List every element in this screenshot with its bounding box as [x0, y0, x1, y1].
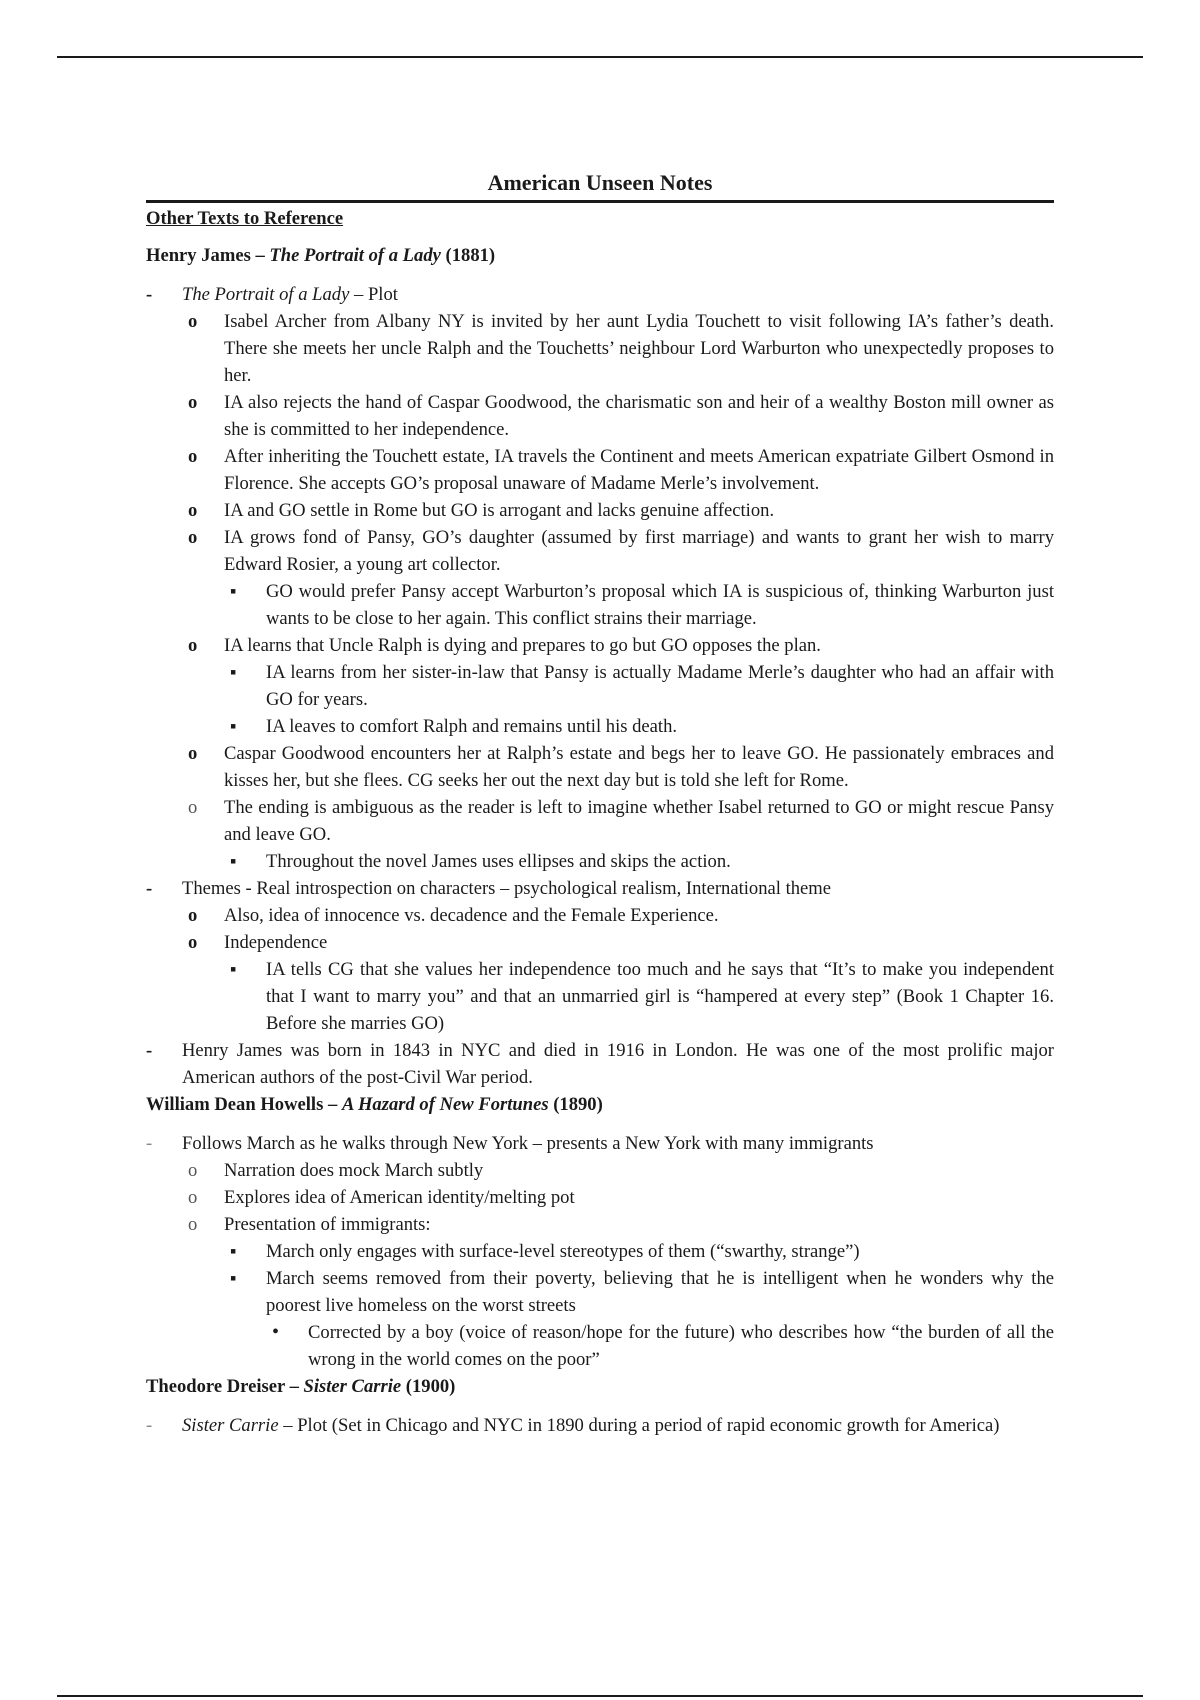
list-item: o Independence ▪ IA tells CG that she values her independence too much and he says that “It’s to make you independent that I want to marry you” and that an unmarried girl is “hampered at every step” (Book 1 Chapter 16. Before she marries GO) — [188, 929, 1054, 1037]
author-name: Theodore Dreiser – — [146, 1376, 304, 1397]
square-bullet-icon — [230, 1238, 266, 1265]
list-item: ▪ GO would prefer Pansy accept Warburton’s proposal which IA is suspicious of, thinking Warburton just wants to be close to her again. This conflict strains their marriage. — [230, 578, 1054, 632]
work-title: Sister Carrie — [303, 1376, 402, 1397]
square-bullet-icon — [230, 1265, 266, 1292]
dash-bullet-icon — [146, 281, 182, 308]
dash-bullet-icon — [146, 875, 182, 902]
section-heading-dreiser — [146, 1373, 1054, 1400]
section-heading-james — [146, 242, 1054, 269]
dash-bullet-icon — [146, 1130, 182, 1157]
list-item: ▪ IA tells CG that she values her independence too much and he says that “It’s to make you independent that I want to marry you” and that an unmarried girl is “hampered at every step” (Book 1 Chapter 16. Before she marries GO) — [230, 956, 1054, 1037]
dash-bullet-icon — [146, 1037, 182, 1064]
list-item: o IA learns that Uncle Ralph is dying and prepares to go but GO opposes the plan. ▪ IA learns from her sister-in-law that Pansy is actually Madame Merle’s daughter who had an affair with GO for years. ▪ IA leaves to comfort Ralph and remains until his death. — [188, 632, 1054, 740]
dreiser-notes-list — [146, 1412, 1054, 1439]
bottom-page-rule — [57, 1695, 1143, 1697]
themes-list — [146, 902, 1054, 1037]
list-item: ▪ IA learns from her sister-in-law that Pansy is actually Madame Merle’s daughter who had an affair with GO for years. — [230, 659, 1054, 713]
circle-bullet-icon — [188, 1184, 224, 1211]
list-item: ▪ IA leaves to comfort Ralph and remains until his death. — [230, 713, 1054, 740]
square-bullet-icon — [230, 956, 266, 983]
circle-bullet-icon — [188, 308, 224, 335]
list-item: o IA also rejects the hand of Caspar Goodwood, the charismatic son and heir of a wealthy Boston mill owner as she is committed to her independence. — [188, 389, 1054, 443]
circle-bullet-icon — [188, 389, 224, 416]
plot-list — [146, 308, 1054, 875]
list-item: ▪ Throughout the novel James uses ellipses and skips the action. — [230, 848, 1054, 875]
work-title: A Hazard of New Fortunes — [341, 1094, 549, 1115]
document-title: American Unseen Notes — [146, 168, 1054, 203]
circle-bullet-icon — [188, 632, 224, 659]
square-bullet-icon — [230, 578, 266, 605]
document-subtitle: Other Texts to Reference — [146, 208, 344, 229]
work-year: (1890) — [548, 1094, 603, 1115]
list-item: - Sister Carrie – Plot (Set in Chicago and NYC in 1890 during a period of rapid economic growth for America) — [146, 1412, 1054, 1439]
dot-bullet-icon — [272, 1319, 308, 1346]
list-item: - Henry James was born in 1843 in NYC and died in 1916 in London. He was one of the most prolific major American authors of the post-Civil War period. — [146, 1037, 1054, 1091]
circle-bullet-icon — [188, 740, 224, 767]
dash-bullet-icon — [146, 1412, 182, 1439]
howells-notes-list — [146, 1130, 1054, 1373]
circle-bullet-icon — [188, 524, 224, 551]
list-item: o After inheriting the Touchett estate, IA travels the Continent and meets American expatriate Gilbert Osmond in Florence. She accepts GO’s proposal unaware of Madame Merle’s involvement. — [188, 443, 1054, 497]
list-item: • Corrected by a boy (voice of reason/hope for the future) who describes how “the burden of all the wrong in the world comes on the poor” — [272, 1319, 1054, 1373]
list-item: o IA grows fond of Pansy, GO’s daughter (assumed by first marriage) and wants to grant her wish to marry Edward Rosier, a young art collector. ▪ GO would prefer Pansy accept Warburton’s proposal which IA is suspicious of, thinking Warburton just wants to be close to her again. This conflict strains their marriage. — [188, 524, 1054, 632]
list-item: o Isabel Archer from Albany NY is invited by her aunt Lydia Touchett to visit following IA’s father’s death. There she meets her uncle Ralph and the Touchetts’ neighbour Lord Warburton who unexpectedly proposes to her. — [188, 308, 1054, 389]
work-year: (1900) — [401, 1376, 456, 1397]
james-notes-list — [146, 281, 1054, 1091]
list-item: o The ending is ambiguous as the reader is left to imagine whether Isabel returned to GO or might rescue Pansy and leave GO. ▪ Throughout the novel James uses ellipses and skips the action. — [188, 794, 1054, 875]
list-item: - Themes - Real introspection on characters – psychological realism, International theme o Also, idea of innocence vs. decadence and the Female Experience. o Independence ▪ IA tells CG that she values her independence too much and he says that “It’s to make you independent that I want to marry you” and that an unmarried girl is “hampered at every step” (Book 1 Chapter 16. Before she marries GO) — [146, 875, 1054, 1037]
list-item: o IA and GO settle in Rome but GO is arrogant and lacks genuine affection. — [188, 497, 1054, 524]
square-bullet-icon — [230, 713, 266, 740]
list-item: o Also, idea of innocence vs. decadence and the Female Experience. — [188, 902, 1054, 929]
author-name: Henry James – — [146, 245, 270, 266]
square-bullet-icon — [230, 659, 266, 686]
circle-bullet-icon — [188, 902, 224, 929]
list-item: o Presentation of immigrants: ▪ March only engages with surface-level stereotypes of them (“swarthy, strange”) ▪ March seems removed from their poverty, believing that he is intelligent when he wonders why the poorest live homeless on the worst streets • Corrected by a boy (voice of reason/hope for the future) who describes how “the burden of all the wrong in the world comes on the poor” — [188, 1211, 1054, 1373]
author-name: William Dean Howells – — [146, 1094, 342, 1115]
work-year: (1881) — [440, 245, 496, 266]
list-item: ▪ March seems removed from their poverty, believing that he is intelligent when he wonders why the poorest live homeless on the worst streets • Corrected by a boy (voice of reason/hope for the future) who describes how “the burden of all the wrong in the world comes on the poor” — [230, 1265, 1054, 1373]
list-item: o Explores idea of American identity/melting pot — [188, 1184, 1054, 1211]
work-title: The Portrait of a Lady — [269, 245, 441, 266]
circle-bullet-icon — [188, 497, 224, 524]
list-item: - The Portrait of a Lady – Plot o Isabel Archer from Albany NY is invited by her aunt Lydia Touchett to visit following IA’s father’s death. There she meets her uncle Ralph and the Touchetts’ neighbour Lord Warburton who unexpectedly proposes to her. o IA also rejects the hand of Caspar Goodwood, the charismatic son and heir of a wealthy Boston mill owner as she is committed to her independence. o After inheriting the Touchett estate, IA travels the Continent and meets American expatriate Gilbert Osmond in Florence. She accepts GO’s proposal unaware of Madame Merle’s involvement. o IA and GO settle in Rome but GO is arrogant and lacks genuine affection. o IA grows fond of Pansy, GO’s daughter (assumed by first marriage) and wants to grant her wish to marry Edward Rosier, a young art collector. ▪ GO would prefer Pansy accept Warburton’s proposal which IA is suspicious of, thinking Warburton just wants to be close to her again. This conflict strains their marriage. o IA learns that Uncle Ralph is dying and prepares to go but GO opposes the plan. ▪ IA learns from her sister-in-law that Pansy is actually Madame Merle’s daughter who had an affair with GO for years. ▪ IA leaves to comfort Ralph and remains until his death. o Caspar Goodwood encounters her at Ralph’s estate and begs her to leave GO. He passionately embraces and kisses her, but she flees. CG seeks her out the next day but is told she left for Rome. o The ending is ambiguous as the reader is left to imagine whether Isabel returned to GO or might rescue Pansy and leave GO. ▪ Throughout the novel James uses ellipses and skips the action. — [146, 281, 1054, 875]
section-heading-howells — [146, 1091, 1054, 1118]
circle-bullet-icon — [188, 1211, 224, 1238]
document-body — [146, 168, 1054, 1439]
list-item: o Narration does mock March subtly — [188, 1157, 1054, 1184]
list-item: o Caspar Goodwood encounters her at Ralph’s estate and begs her to leave GO. He passionately embraces and kisses her, but she flees. CG seeks her out the next day but is told she left for Rome. — [188, 740, 1054, 794]
circle-bullet-icon — [188, 794, 224, 821]
list-item: ▪ March only engages with surface-level stereotypes of them (“swarthy, strange”) — [230, 1238, 1054, 1265]
top-page-rule — [57, 56, 1143, 58]
list-item: - Follows March as he walks through New York – presents a New York with many immigrants o Narration does mock March subtly o Explores idea of American identity/melting pot o Presentation of immigrants: ▪ March only engages with surface-level stereotypes of them (“swarthy, strange”) ▪ March seems removed from their poverty, believing that he is intelligent when he wonders why the poorest live homeless on the worst streets • Corrected by a boy (voice of reason/hope for the future) who describes how “the burden of all the wrong in the world comes on the poor” — [146, 1130, 1054, 1373]
circle-bullet-icon — [188, 929, 224, 956]
square-bullet-icon — [230, 848, 266, 875]
circle-bullet-icon — [188, 443, 224, 470]
circle-bullet-icon — [188, 1157, 224, 1184]
